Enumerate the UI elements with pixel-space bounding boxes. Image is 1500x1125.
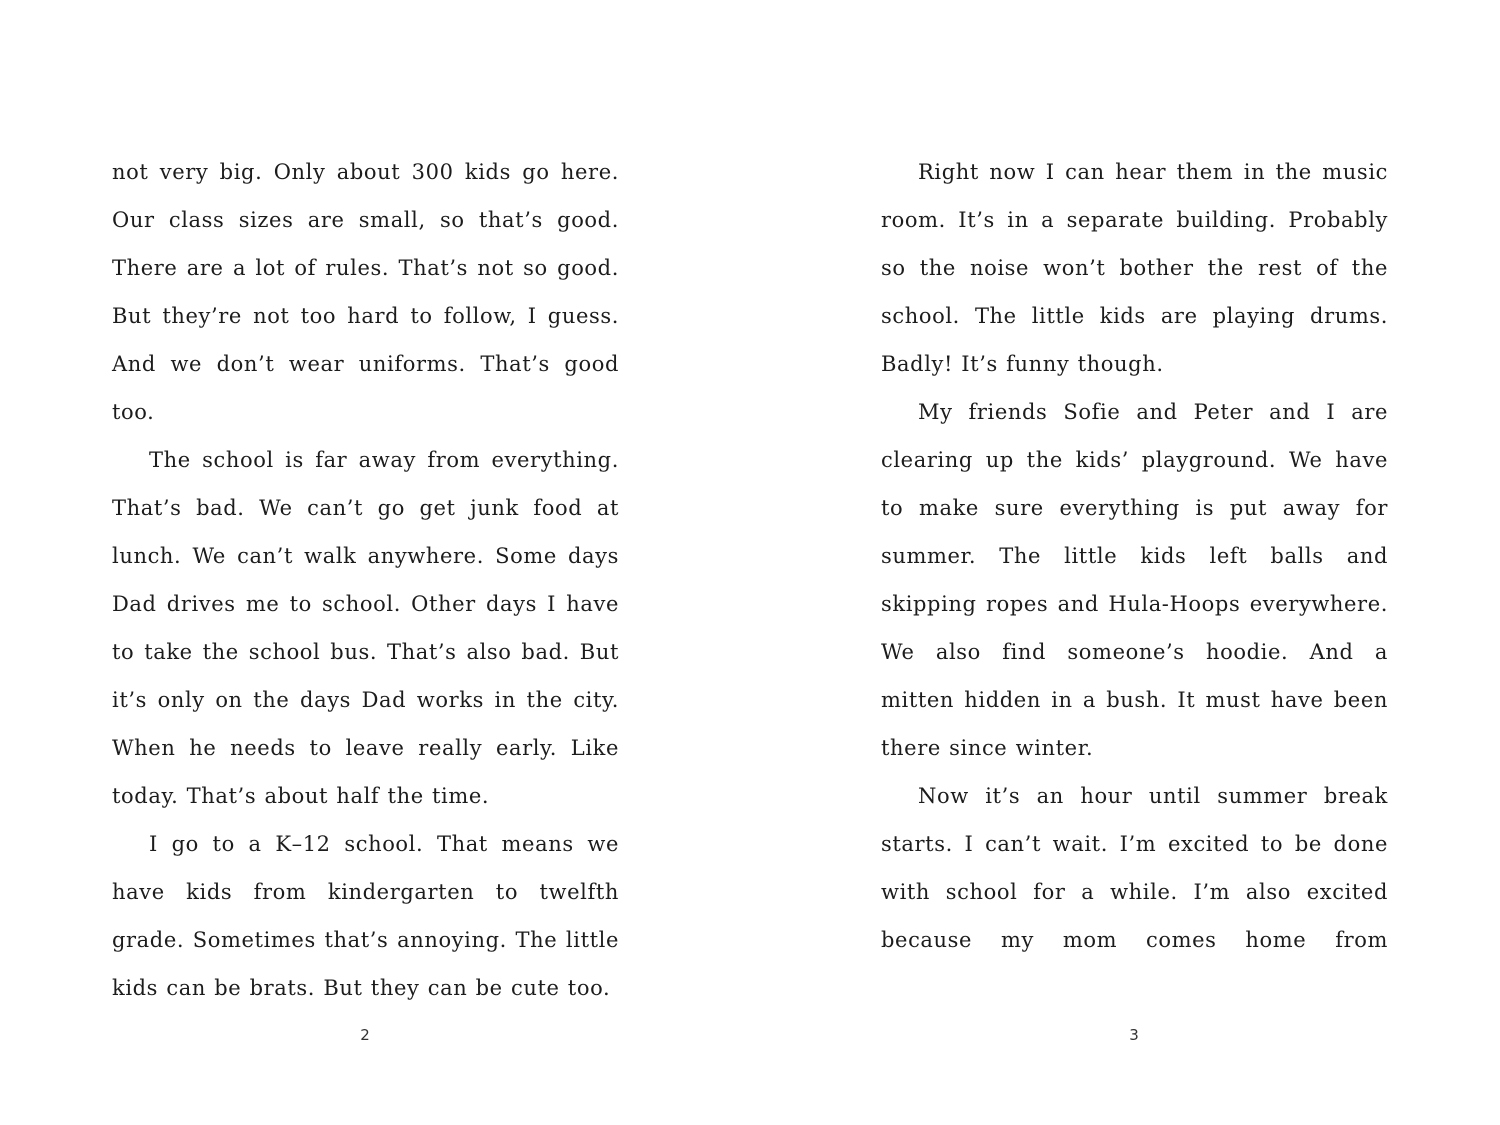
left-paragraph-3: I go to a K–12 school. That means we have kids from kindergarten to twelfth grade. Sometimes that’s annoying. The little kids can be brats. But they can be cute too. [112, 832, 619, 1000]
right-paragraph-2: My friends Sofie and Peter and I are clearing up the kids’ playground. We have to make sure everything is put away for summer. The little kids left balls and skipping ropes and Hula-Hoops everywhere. We also find someone’s hoodie. And a mitten hidden in a bush. It must have been there since winter. [881, 400, 1388, 760]
right-page [750, 0, 1500, 1125]
right-page-text [881, 148, 1388, 964]
left-paragraph-1: not very big. Only about 300 kids go here. Our class sizes are small, so that’s good. There are a lot of rules. That’s not so good. But they’re not too hard to follow, I guess. And we don’t wear uniforms. That’s good too. [112, 160, 619, 424]
left-page-text [112, 148, 619, 1012]
right-paragraph-1: Right now I can hear them in the music room. It’s in a separate building. Probably so the noise won’t bother the rest of the school. The little kids are playing drums. Badly! It’s funny though. [881, 160, 1388, 376]
left-paragraph-2: The school is far away from everything. That’s bad. We can’t go get junk food at lunch. We can’t walk anywhere. Some days Dad drives me to school. Other days I have to take the school bus. That’s also bad. But it’s only on the days Dad works in the city. When he needs to leave really early. Like today. That’s about half the time. [112, 448, 619, 808]
right-page-number: 3 [1129, 1026, 1139, 1044]
left-page-number: 2 [360, 1026, 370, 1044]
right-paragraph-3: Now it’s an hour until summer break starts. I can’t wait. I’m excited to be done with school for a while. I’m also excited because my mom comes home from [881, 784, 1388, 952]
